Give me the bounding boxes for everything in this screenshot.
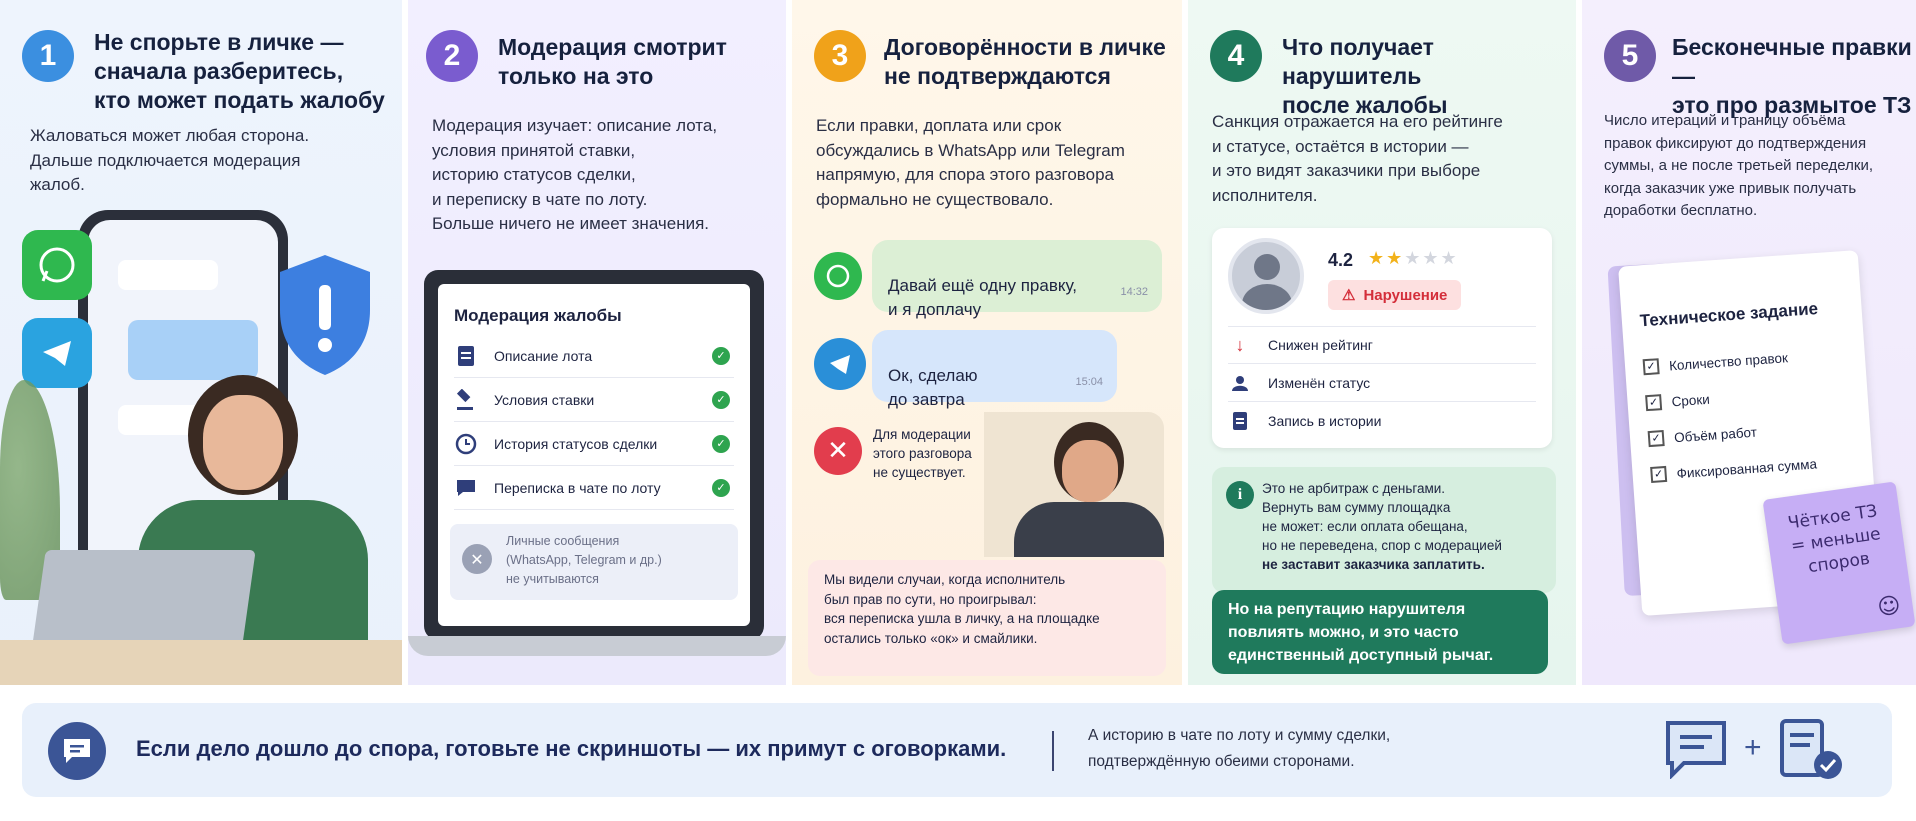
panel-title: Что получает нарушитель после жалобы — [1282, 34, 1448, 118]
moderation-item: Условия ставки ✓ — [454, 378, 734, 422]
rating-value: 4.2 — [1328, 250, 1354, 270]
panel-title: Модерация смотрит только на это — [498, 34, 727, 89]
laptop-base — [408, 636, 786, 656]
moderation-item: Описание лота ✓ — [454, 334, 734, 378]
avatar — [1228, 238, 1304, 314]
panel-title: Договорённости в личке не подтверждаются — [884, 34, 1166, 89]
warning-text: Для модерации этого разговора не существует. — [873, 427, 972, 480]
whatsapp-icon — [22, 230, 92, 300]
checkbox-icon: ✓ — [1648, 430, 1665, 447]
smile-icon: ☺ — [1876, 592, 1903, 621]
document-icon — [1228, 409, 1252, 433]
man-illustration — [984, 412, 1164, 557]
panel-specification — [1582, 0, 1916, 685]
user-icon — [1228, 371, 1252, 395]
chat-bubble-telegram: Ок, сделаю до завтра 15:04 — [872, 330, 1117, 402]
callout-box: Но на репутацию нарушителя повлиять можно, и это часто единственный доступный рычаг. — [1212, 590, 1548, 674]
info-box: i Это не арбитраж с деньгами. Вернуть вам сумму площадка не может: если оплата обещана, но не переведена, спор с модерацией не заставит заказчика заплатить. — [1212, 467, 1556, 593]
step-number: 4 — [1210, 30, 1262, 82]
checkbox-icon: ✓ — [1643, 358, 1660, 375]
spec-item: ✓ Сроки — [1645, 391, 1710, 411]
sanction-item: Изменён статус — [1228, 364, 1536, 402]
panel-body: Санкция отражается на его рейтинге и статусе, остаётся в истории — и это видят заказчики при выборе исполнителя. — [1212, 112, 1503, 205]
panel-body: Если правки, доплата или срок обсуждались в WhatsApp или Telegram напрямую, для спора этого разговора формально не существовало. — [816, 116, 1125, 209]
panel-body: Модерация изучает: описание лота, условия принятой ставки, историю статусов сделки, и переписку в чате по лоту. Больше ничего не имеет значения. — [432, 116, 718, 233]
panel-title: Бесконечные правки — это про размытое ТЗ — [1672, 34, 1912, 118]
chat-bubble-whatsapp: Давай ещё одну правку, и я доплачу 14:32 — [872, 240, 1162, 312]
divider — [1052, 731, 1054, 771]
sticky-note: Чёткое ТЗ = меньше споров ☺ — [1762, 481, 1915, 644]
excluded-box — [450, 524, 738, 600]
gavel-icon — [454, 388, 478, 412]
info-icon: i — [1226, 481, 1254, 509]
panel-body: Жаловаться может любая сторона. Дальше подключается модерация жалоб. — [30, 126, 310, 194]
excluded-text: Личные сообщения (WhatsApp, Telegram и др.) не учитываются — [506, 534, 662, 586]
laptop-frame — [424, 270, 764, 640]
spec-title: Техническое задание — [1639, 298, 1819, 331]
bottom-headline: Если дело дошло до спора, готовьте не скриншоты — их примут с оговорками. — [136, 736, 1007, 761]
panel-body: Число итераций и границу объёма правок фиксируют до подтверждения суммы, а не после третьей переделки, когда заказчик уже привык получать доработки бесплатно. — [1604, 112, 1874, 219]
sanction-item: Запись в истории — [1228, 402, 1536, 440]
spec-item: ✓ Объём работ — [1648, 424, 1758, 448]
plus-sign: + — [1744, 731, 1762, 764]
violation-badge: ⚠ Нарушение — [1328, 280, 1461, 310]
panel-sanctions — [1188, 0, 1576, 685]
chat-icon — [454, 476, 478, 500]
checkbox-icon: ✓ — [1645, 394, 1662, 411]
checkbox-icon: ✓ — [1650, 466, 1667, 483]
moderation-header: Модерация жалобы — [454, 306, 622, 325]
note-card: Мы видели случаи, когда исполнитель был прав по сути, но проигрывал: вся переписка ушла в личку, а на площадке остались только «ок» и смайлики. — [808, 560, 1166, 676]
arrow-down-icon: ↓ — [1235, 334, 1245, 355]
panel-private-agreements — [792, 0, 1182, 685]
bottom-note: А историю в чате по лоту и сумму сделки, подтверждённую обеими сторонами. — [1088, 727, 1391, 770]
moderation-item: История статусов сделки ✓ — [454, 422, 734, 466]
error-icon: ✕ — [814, 427, 862, 475]
bottom-banner — [22, 703, 1892, 797]
excluded-icon: ✕ — [462, 544, 492, 574]
step-number: 5 — [1604, 30, 1656, 82]
panel-moderation — [408, 0, 786, 685]
check-icon: ✓ — [712, 391, 730, 409]
clock-icon — [454, 432, 478, 456]
step-number: 1 — [22, 30, 74, 82]
moderation-item: Переписка в чате по лоту ✓ — [454, 466, 734, 510]
warning-icon: ⚠ — [1342, 287, 1356, 304]
sanction-item: ↓ Снижен рейтинг — [1228, 326, 1536, 364]
moderation-card — [438, 284, 750, 626]
message-icon — [48, 722, 106, 780]
check-icon: ✓ — [712, 347, 730, 365]
chat-history-icon — [1664, 719, 1728, 783]
rating-stars: ★★★★★ — [1368, 248, 1459, 269]
spec-item: ✓ Фиксированная сумма — [1650, 455, 1817, 483]
document-check-icon — [1778, 717, 1846, 787]
shield-alert-icon — [270, 250, 380, 384]
telegram-icon — [22, 318, 92, 388]
document-icon — [454, 344, 478, 368]
panel-title: Не спорьте в личке — сначала разберитесь, кто может подать жалобу — [94, 29, 385, 113]
desk — [0, 640, 402, 685]
profile-card — [1212, 228, 1552, 448]
spec-item: ✓ Количество правок — [1643, 349, 1789, 375]
check-icon: ✓ — [712, 479, 730, 497]
panel-complaint — [0, 0, 402, 685]
step-number: 2 — [426, 30, 478, 82]
check-icon: ✓ — [712, 435, 730, 453]
step-number: 3 — [814, 30, 866, 82]
whatsapp-icon — [814, 252, 862, 300]
telegram-icon — [814, 338, 866, 390]
